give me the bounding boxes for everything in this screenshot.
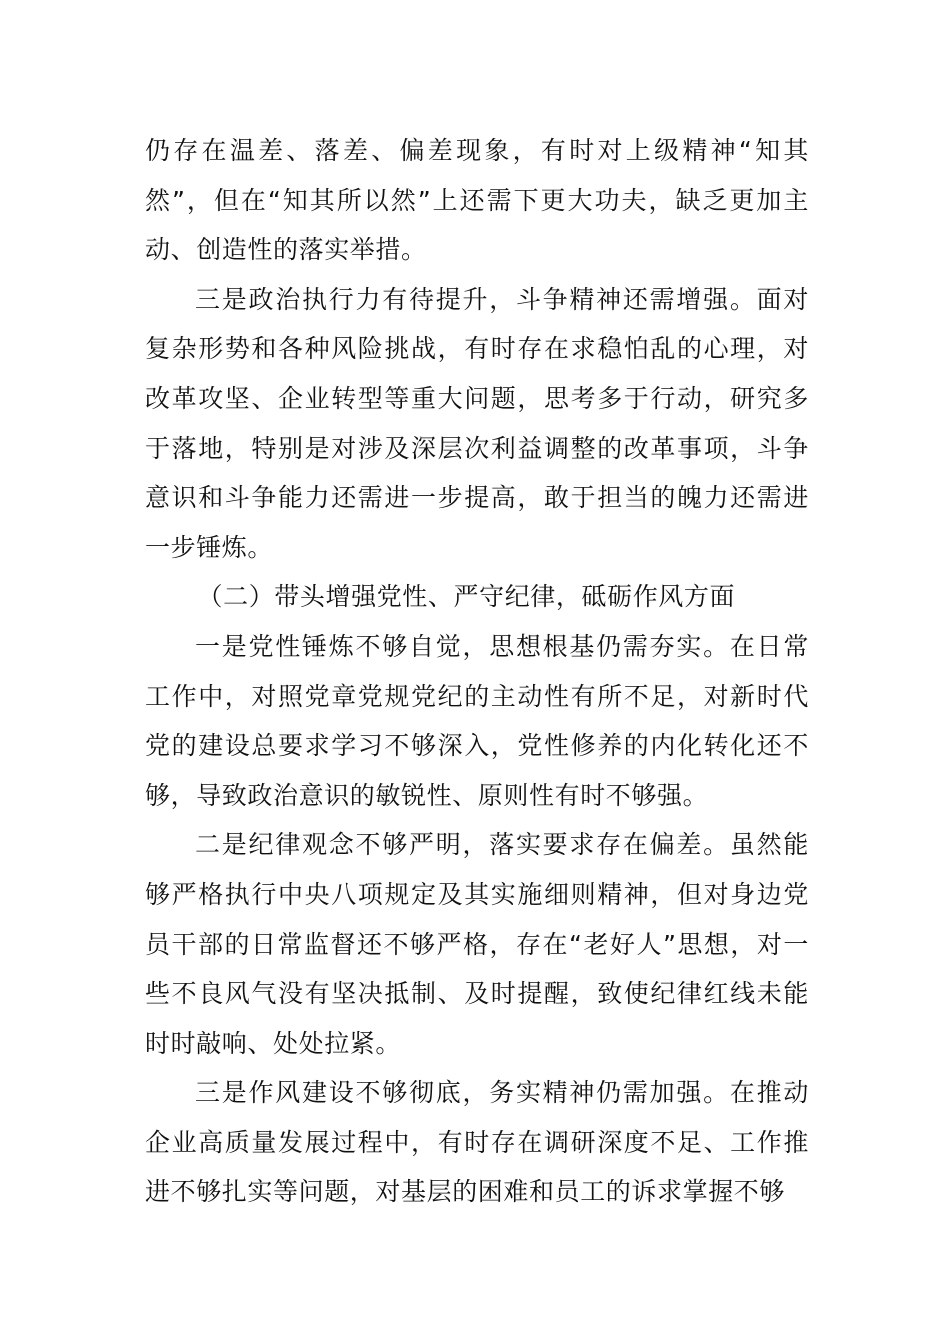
paragraph-party-spirit: 一是党性锤炼不够自觉，思想根基仍需夯实。在日常工作中，对照党章党规党纪的主动性有所不足，对新时代党的建设总要求学习不够深入，党性修养的内化转化还不够，导致政治意识的敏锐性、原则性有时不够强。 <box>145 631 809 810</box>
paragraph-continuation: 仍存在温差、落差、偏差现象，有时对上级精神“知其然”，但在“知其所以然”上还需下更大功夫，缺乏更加主动、创造性的落实举措。 <box>145 136 809 265</box>
section-heading: （二）带头增强党性、严守纪律，砥砺作风方面 <box>197 582 736 612</box>
document-body <box>145 126 809 1217</box>
paragraph-work-style: 三是作风建设不够彻底，务实精神仍需加强。在推动企业高质量发展过程中，有时存在调研深度不足、工作推进不够扎实等问题，对基层的困难和员工的诉求掌握不够 <box>145 1078 809 1207</box>
paragraph-discipline: 二是纪律观念不够严明，落实要求存在偏差。虽然能够严格执行中央八项规定及其实施细则精神，但对身边党员干部的日常监督还不够严格，存在“老好人”思想，对一些不良风气没有坚决抵制、及时提醒，致使纪律红线未能时时敲响、处处拉紧。 <box>145 830 809 1058</box>
paragraph-political-execution: 三是政治执行力有待提升，斗争精神还需增强。面对复杂形势和各种风险挑战，有时存在求稳怕乱的心理，对改革攻坚、企业转型等重大问题，思考多于行动，研究多于落地，特别是对涉及深层次利益调整的改革事项，斗争意识和斗争能力还需进一步提高，敢于担当的魄力还需进一步锤炼。 <box>145 284 809 562</box>
